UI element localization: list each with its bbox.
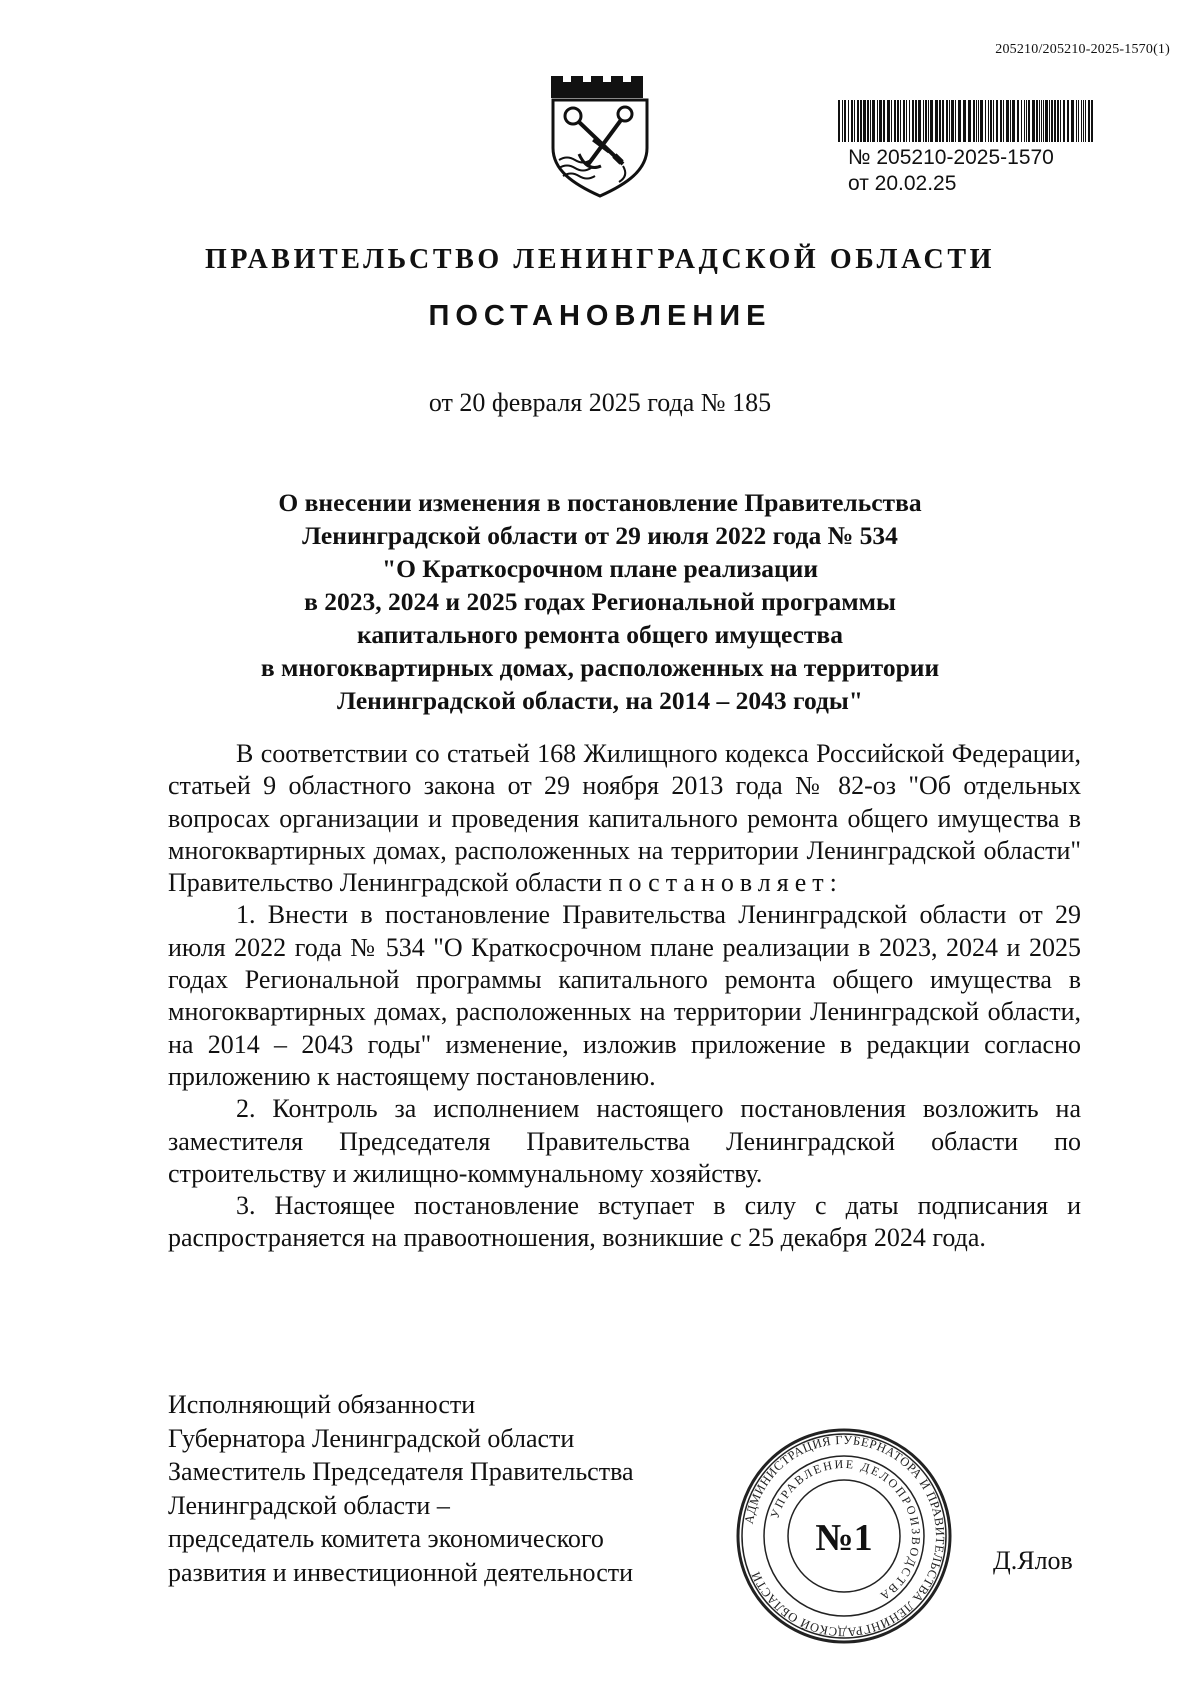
barcode-bar [942,100,944,142]
coat-of-arms-emblem [545,68,655,198]
signer-title-line: Исполняющий обязанности [168,1390,476,1419]
barcode-bar [1036,100,1038,142]
barcode-bar [894,100,896,142]
barcode-bar [891,100,892,142]
barcode-bar [844,100,846,142]
barcode-bar [1071,100,1074,142]
barcode-bar [1021,100,1022,142]
barcode-bar [963,100,966,142]
seal-number: №1 [815,1517,873,1559]
barcode [838,100,1096,142]
barcode-bar [1006,100,1009,142]
registration-date: от 20.02.25 [848,172,957,195]
barcode-bar [976,100,977,142]
barcode-bar [1060,100,1061,142]
barcode-bar [1012,100,1015,142]
barcode-bar [1039,100,1040,142]
document-type: ПОСТАНОВЛЕНИЕ [428,300,772,332]
official-seal-stamp [734,1426,954,1646]
barcode-bar [935,100,938,142]
document-subject [150,486,1050,717]
barcode-bar [1051,100,1053,142]
barcode-bar [925,100,927,142]
government-title: ПРАВИТЕЛЬСТВО ЛЕНИНГРАДСКОЙ ОБЛАСТИ [204,244,996,275]
barcode-bar [1057,100,1059,142]
document-body [168,738,1081,1255]
registration-number: № 205210-2025-1570 [848,146,1054,169]
barcode-bar [1010,100,1011,142]
signer-title-line: развития и инвестиционной деятельности [168,1557,634,1587]
seal-inner-text: УПРАВЛЕНИЕ ДЕЛОПРОИЗВОДСТВА [767,1456,924,1605]
barcode-bar [993,100,994,142]
subject-line: капитального ремонта общего имущества [357,620,843,649]
barcode-bar [838,100,840,142]
barcode-bar [848,100,849,142]
subject-line: в многоквартирных домах, расположенных на территории [260,653,940,682]
signer-title-line: Губернатора Ленинградской области [168,1423,575,1453]
barcode-bar [877,100,878,142]
barcode-bar [996,100,998,142]
barcode-bar [1078,100,1079,142]
barcode-bar [930,100,933,142]
barcode-bar [1028,100,1030,142]
barcode-bar [903,100,905,142]
barcode-bar [906,100,907,142]
barcode-bar [870,100,871,142]
preamble-text: В соответствии со статьей 168 Жилищного кодекса Российской Федерации, статьей 9 областного закона от 29 ноября 2013 года № 82-оз "Об отдельных вопросах организации и проведения капитального ремонта общего имущества в многоквартирных домах, расположенных на территории Ленинградской области" Правительство Ленинградской области [168,739,1081,898]
signatory-name: Д.Ялов [993,1546,1073,1575]
barcode-bar [1041,100,1042,142]
barcode-bar [939,100,941,142]
barcode-bar [918,100,921,142]
barcode-bar [909,100,910,142]
barcode-bar [958,100,961,142]
barcode-bar [857,100,859,142]
barcode-bar [1045,100,1048,142]
barcode-bar [851,100,853,142]
preamble-paragraph [168,738,1081,899]
barcode-bar [872,100,875,142]
barcode-bar [988,100,989,142]
subject-line: Ленинградской области, на 2014 – 2043 годы" [337,686,863,715]
item-2-paragraph: 2. Контроль за исполнением настоящего постановления возложить на заместителя Председателя Правительства Ленинградской области по строительству и жилищно-коммунальному хозяйству. [168,1094,1081,1188]
subject-line: О внесении изменения в постановление Правительства [278,488,922,517]
signer-title-line: председатель комитета экономического [168,1524,604,1553]
barcode-bar [1085,100,1086,142]
barcode-bar [1088,100,1090,142]
barcode-bar [1017,100,1019,142]
barcode-bar [946,100,948,142]
barcode-bar [1000,100,1002,142]
barcode-bar [955,100,956,142]
barcode-bar [949,100,950,142]
barcode-bar [842,100,843,142]
barcode-bar [951,100,954,142]
barcode-bar [978,100,979,142]
barcode-bar [1043,100,1044,142]
subject-line: в 2023, 2024 и 2025 годах Региональной программы [304,587,896,616]
document-date-number: от 20 февраля 2025 года № 185 [428,388,772,417]
barcode-bar [1091,100,1093,142]
barcode-bar [863,100,866,142]
barcode-bar [990,100,992,142]
barcode-bar [1063,100,1065,142]
barcode-bar [1054,100,1056,142]
barcode-bar [1076,100,1077,142]
barcode-bar [1003,100,1004,142]
barcode-bar [879,100,882,142]
item-1-paragraph: 1. Внести в постановление Правительства Ленинградской области от 29 июля 2022 года № 534 "О Краткосрочном плане реализации в 2023, 2024 и 2025 годах Региональной программы капитального ремонта общего имущества в многоквартирных домах, расположенных на территории Ленинградской области, на 2014 – 2043 годы" изменение, изложив приложение в редакции согласно приложению к настоящему постановлению. [168,900,1081,1091]
barcode-bar [854,100,855,142]
barcode-bar [1024,100,1025,142]
barcode-bar [1032,100,1035,142]
barcode-bar [1026,100,1027,142]
document-code: 205210/205210-2025-1570(1) [995,42,1170,57]
barcode-bar [980,100,983,142]
barcode-bar [1083,100,1084,142]
barcode-bar [968,100,971,142]
barcode-bar [1067,100,1069,142]
barcode-bar [915,100,917,142]
subject-line: "О Краткосрочном плане реализации [381,554,819,583]
barcode-bar [912,100,914,142]
barcode-bar [928,100,929,142]
barcode-bar [985,100,986,142]
signer-title-line: Заместитель Председателя Правительства [168,1457,634,1486]
barcode-bar [923,100,924,142]
barcode-bar [887,100,890,142]
barcode-bar [1049,100,1050,142]
subject-line: Ленинградской области от 29 июля 2022 года № 534 [302,521,898,550]
seal-outer-text: АДМИНИСТРАЦИЯ ГУБЕРНАТОРА И ПРАВИТЕЛЬСТВА ЛЕНИНГРАДСКОЙ ОБЛАСТИ [741,1432,948,1640]
barcode-bar [897,100,899,142]
barcode-bar [1081,100,1082,142]
barcode-bar [867,100,869,142]
signer-title-line: Ленинградской области – [168,1490,450,1520]
barcode-bar [973,100,975,142]
barcode-bar [900,100,901,142]
item-3-paragraph: 3. Настоящее постановление вступает в силу с даты подписания и распространяется на правоотношения, возникшие с 25 декабря 2024 года. [168,1191,1081,1253]
resolves-word: постановляет: [608,868,843,898]
barcode-bar [883,100,885,142]
signer-title-block [168,1388,634,1589]
barcode-bar [860,100,862,142]
